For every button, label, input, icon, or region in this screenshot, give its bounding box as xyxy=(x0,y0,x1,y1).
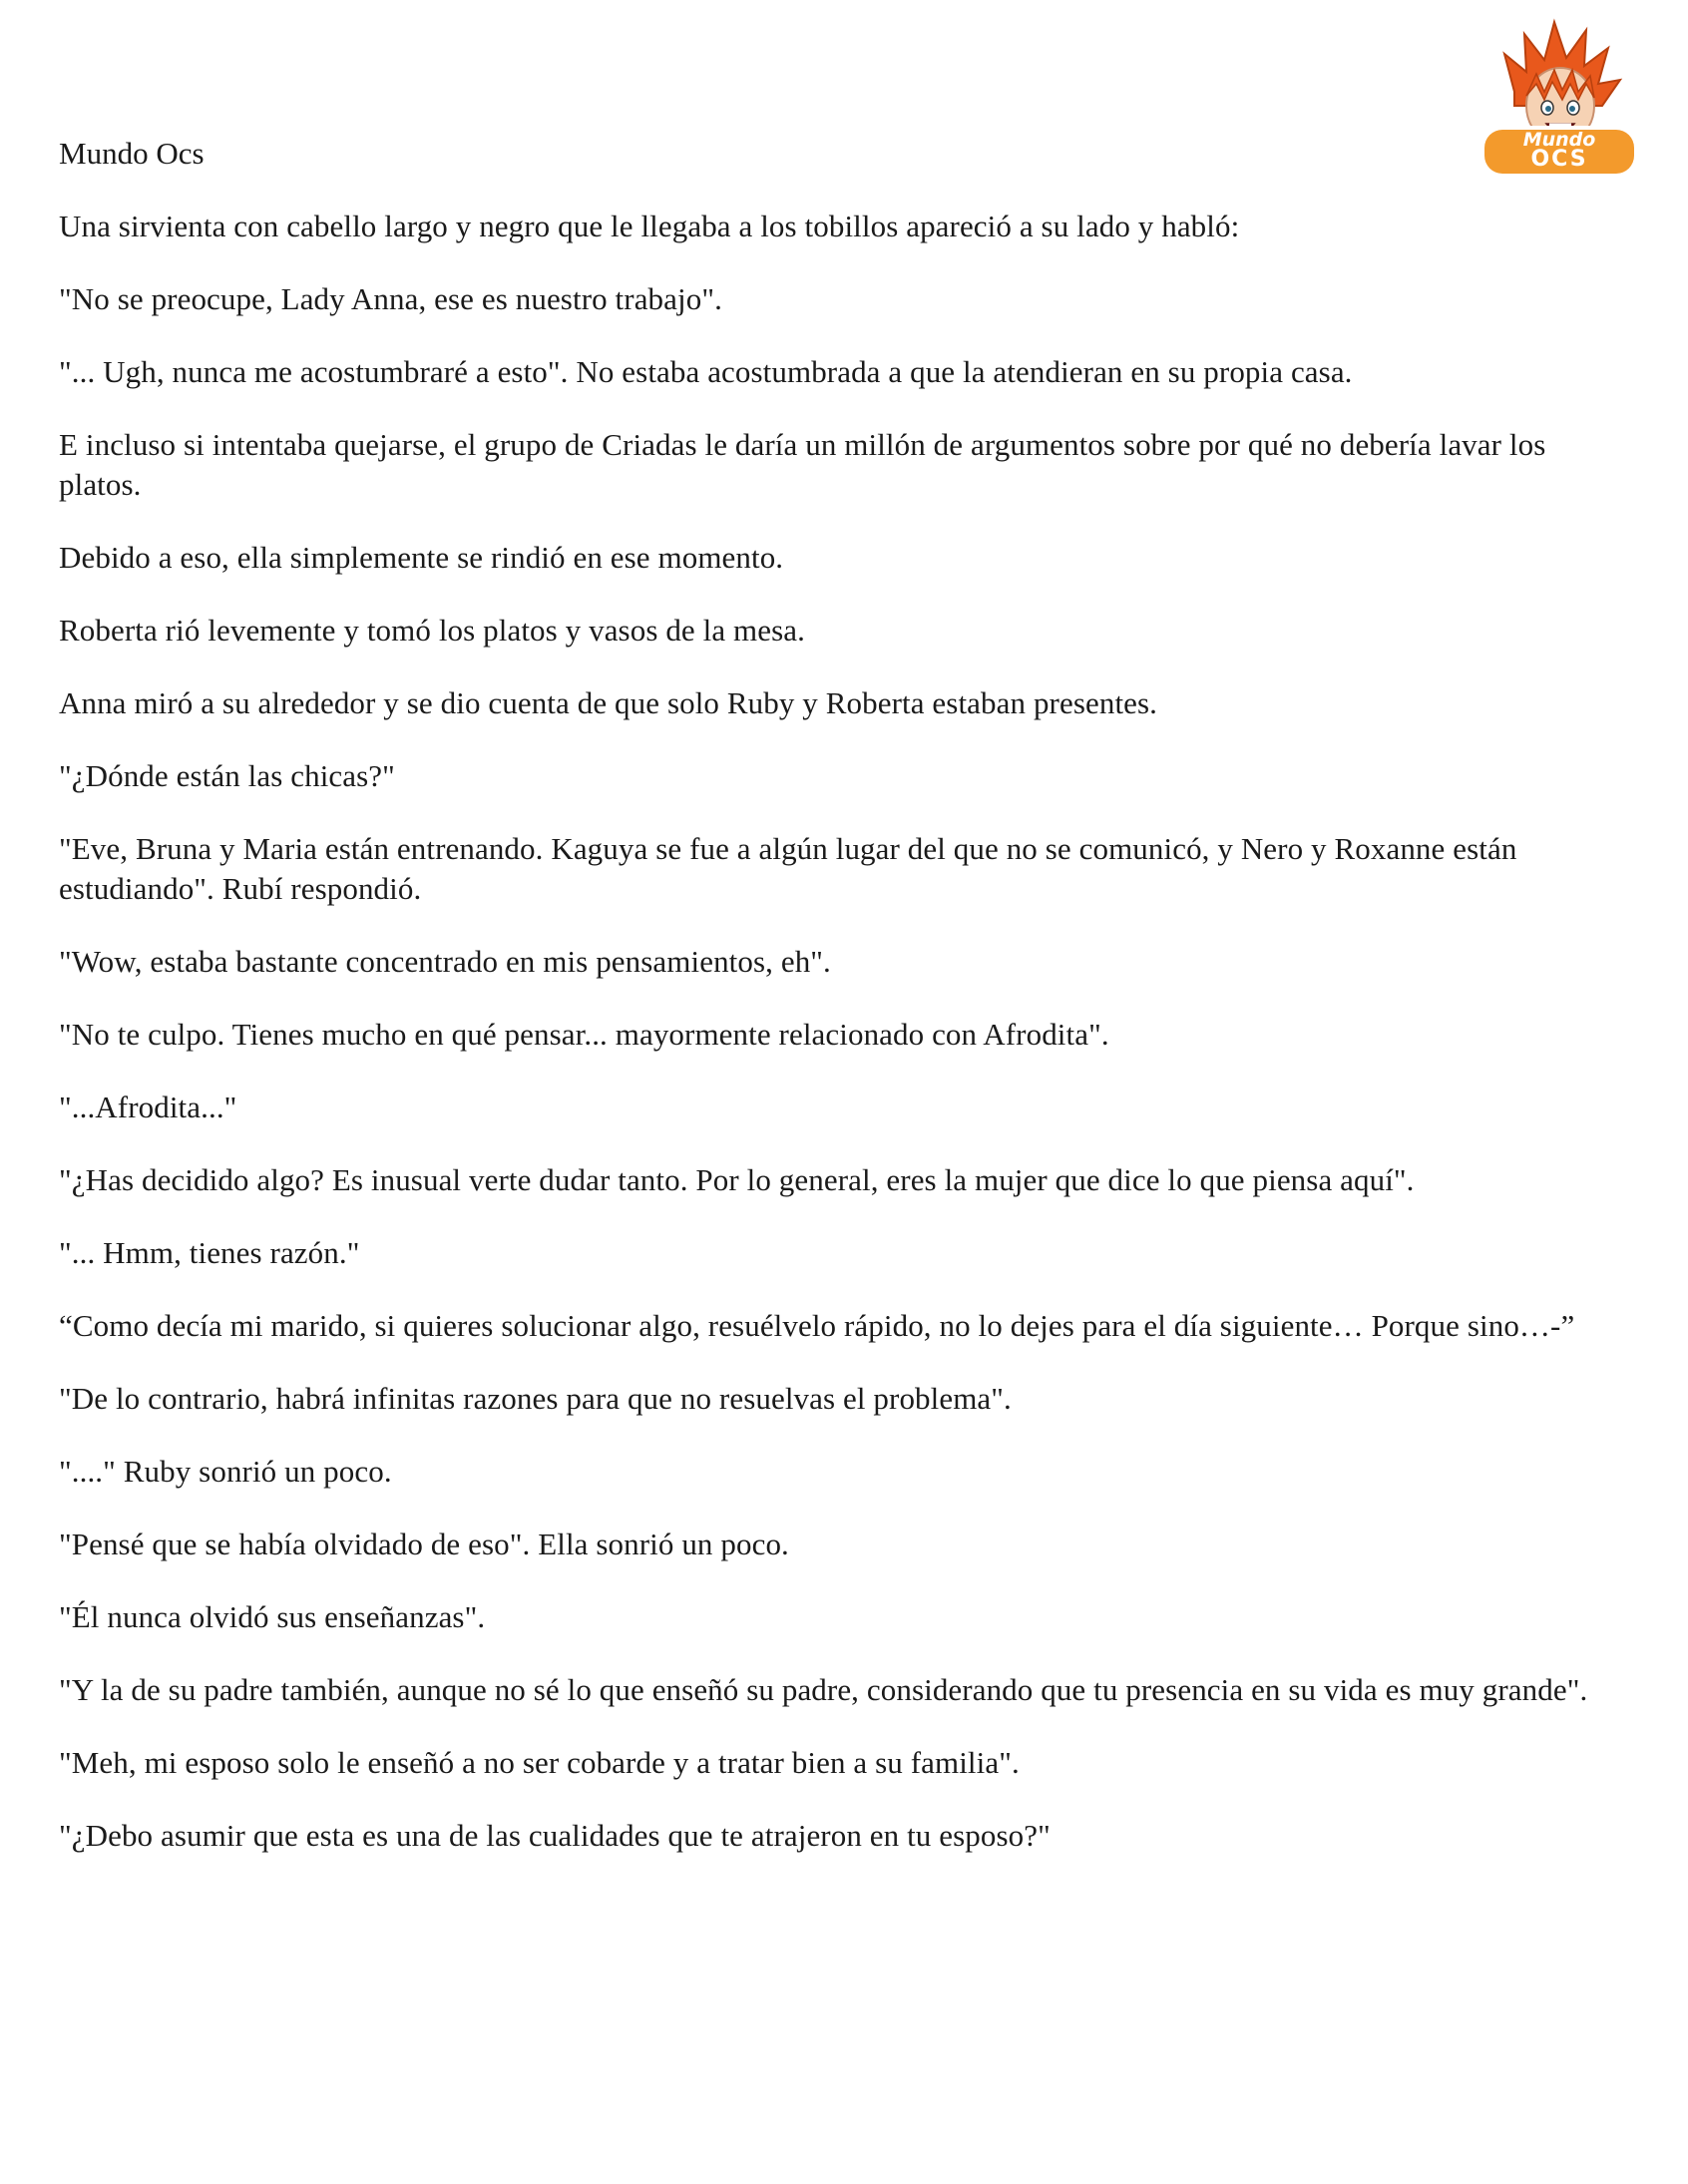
paragraph: Una sirvienta con cabello largo y negro que le llegaba a los tobillos apareció a su lado y habló: xyxy=(59,209,1240,243)
paragraph: "Pensé que se había olvidado de eso". Ella sonrió un poco. xyxy=(59,1527,789,1561)
paragraph: "De lo contrario, habrá infinitas razones para que no resuelvas el problema". xyxy=(59,1381,1012,1416)
paragraph: "Wow, estaba bastante concentrado en mis pensamientos, eh". xyxy=(59,944,831,979)
paragraph: "Él nunca olvidó sus enseñanzas". xyxy=(59,1599,486,1634)
paragraph: "Eve, Bruna y Maria están entrenando. Kaguya se fue a algún lugar del que no se comunicó, y Nero y Roxanne están estudiando". Rubí respondió. xyxy=(59,831,1517,906)
paragraph: "Y la de su padre también, aunque no sé lo que enseñó su padre, considerando que tu presencia en su vida es muy grande". xyxy=(59,1672,1588,1707)
logo-text-line1: Mundo xyxy=(1522,129,1596,151)
paragraph: "... Hmm, tienes razón." xyxy=(59,1235,360,1270)
paragraph: "No se preocupe, Lady Anna, ese es nuestro trabajo". xyxy=(59,281,722,316)
paragraph: "¿Debo asumir que esta es una de las cualidades que te atrajeron en tu esposo?" xyxy=(59,1818,1051,1853)
paragraph: "... Ugh, nunca me acostumbraré a esto". No estaba acostumbrada a que la atendieran en su propia casa. xyxy=(59,354,1353,389)
paragraph: Roberta rió levemente y tomó los platos y vasos de la mesa. xyxy=(59,613,806,648)
paragraph: "No te culpo. Tienes mucho en qué pensar... mayormente relacionado con Afrodita". xyxy=(59,1017,1109,1052)
paragraph: Debido a eso, ella simplemente se rindió en ese momento. xyxy=(59,540,784,575)
paragraph: Anna miró a su alrededor y se dio cuenta de que solo Ruby y Roberta estaban presentes. xyxy=(59,685,1158,720)
paragraph: "¿Dónde están las chicas?" xyxy=(59,758,395,793)
paragraph: "¿Has decidido algo? Es inusual verte dudar tanto. Por lo general, eres la mujer que dice lo que piensa aquí". xyxy=(59,1162,1415,1197)
site-name-header: Mundo Ocs xyxy=(59,136,205,171)
paragraph: E incluso si intentaba quejarse, el grupo de Criadas le daría un millón de argumentos sobre por qué no debería lavar los platos. xyxy=(59,427,1546,502)
document-body xyxy=(59,134,1635,1889)
logo-text-line2: OCS xyxy=(1530,147,1588,172)
paragraph: “Como decía mi marido, si quieres solucionar algo, resuélvelo rápido, no lo dejes para el día siguiente… Porque sino…-” xyxy=(59,1308,1575,1343)
paragraph: "Meh, mi esposo solo le enseñó a no ser cobarde y a tratar bien a su familia". xyxy=(59,1745,1020,1780)
paragraph: "...Afrodita..." xyxy=(59,1090,237,1124)
paragraph: "...." Ruby sonrió un poco. xyxy=(59,1454,392,1489)
